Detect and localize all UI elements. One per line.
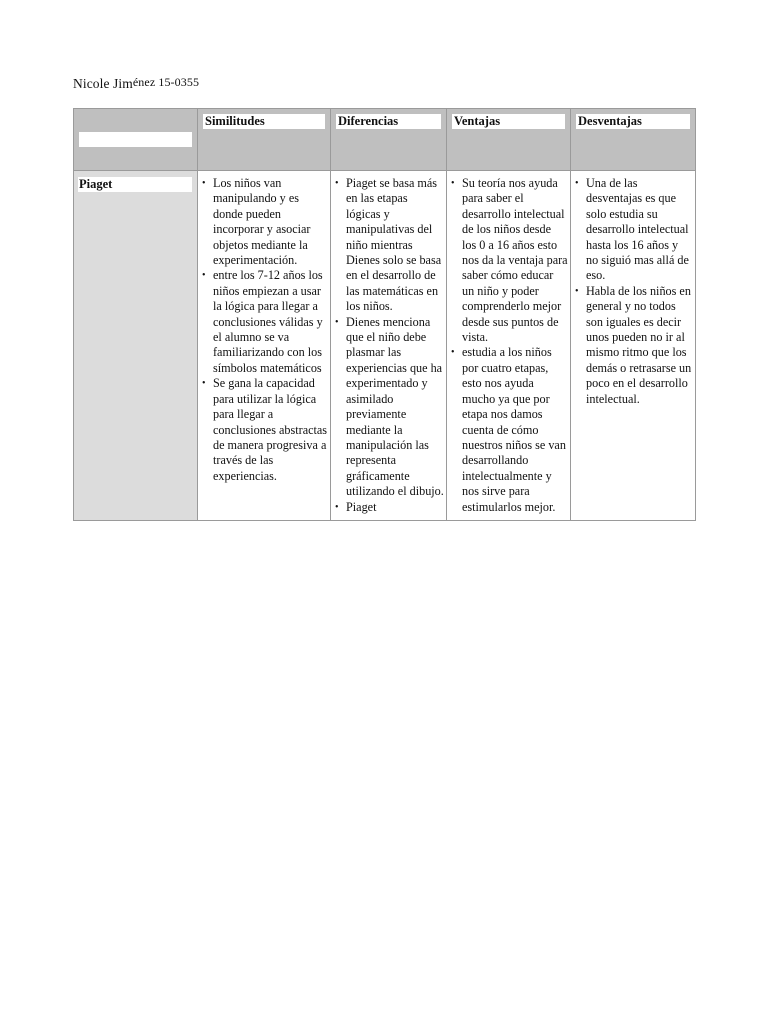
list-item: • Se gana la capacidad para utilizar la lógica para llegar a conclusiones abstractas de manera progresiva a través de las experiencias. <box>200 376 328 484</box>
list-item: • Habla de los niños en general y no todos son iguales es decir unos pueden no ir al mismo ritmo que los demás o retrasarse un poco en el desarrollo intelectual. <box>573 284 693 407</box>
list-item: • Piaget <box>333 500 444 515</box>
cell-desventajas <box>571 171 696 521</box>
header-cell-desventajas <box>571 109 696 171</box>
list-item: • estudia a los niños por cuatro etapas, esto nos ayuda mucho ya que por etapa nos damos cuenta de cómo nuestros niños se van desarrollando intelectualmente y nos sirve para estimularlos mejor. <box>449 345 568 514</box>
header-corner-cell <box>74 109 198 171</box>
author-name: Nicole Jim <box>73 76 133 91</box>
list-desventajas <box>573 176 693 407</box>
list-similitudes <box>200 176 328 484</box>
list-ventajas <box>449 176 568 515</box>
cell-ventajas <box>447 171 571 521</box>
header-corner-blank <box>79 132 192 147</box>
author-name-tail: énez 15-0355 <box>132 75 200 89</box>
cell-diferencias <box>331 171 447 521</box>
header-label-ventajas: Ventajas <box>452 114 565 129</box>
comparison-table <box>73 108 696 521</box>
header-label-desventajas: Desventajas <box>576 114 690 129</box>
list-item: • entre los 7-12 años los niños empiezan a usar la lógica para llegar a conclusiones válidas y el alumno se va familiarizando con los símbolos matemáticos <box>200 268 328 376</box>
list-item: • Dienes menciona que el niño debe plasmar las experiencias que ha experimentado y asimilado previamente mediante la manipulación las representa gráficamente utilizando el dibujo. <box>333 315 444 500</box>
header-label-similitudes: Similitudes <box>203 114 325 129</box>
table-row <box>74 171 696 521</box>
header-label-diferencias: Diferencias <box>336 114 441 129</box>
header-cell-ventajas <box>447 109 571 171</box>
row-header-cell <box>74 171 198 521</box>
list-item: • Piaget se basa más en las etapas lógicas y manipulativas del niño mientras Dienes solo se basa en el desarrollo de las matemáticas en los niños. <box>333 176 444 315</box>
list-diferencias <box>333 176 444 515</box>
row-label-piaget: Piaget <box>78 177 192 192</box>
list-item: • Su teoría nos ayuda para saber el desarrollo intelectual de los niños desde los 0 a 16 años esto nos da la ventaja para saber cómo educar un niño y poder comprenderlo mejor desde sus puntos de vista. <box>449 176 568 345</box>
author-line <box>73 76 199 92</box>
list-item: • Los niños van manipulando y es donde pueden incorporar y asociar objetos mediante la experimentación. <box>200 176 328 268</box>
cell-similitudes <box>198 171 331 521</box>
header-cell-similitudes <box>198 109 331 171</box>
list-item: • Una de las desventajas es que solo estudia su desarrollo intelectual hasta los 16 años y no siguió mas allá de eso. <box>573 176 693 284</box>
header-cell-diferencias <box>331 109 447 171</box>
header-row <box>74 109 696 171</box>
